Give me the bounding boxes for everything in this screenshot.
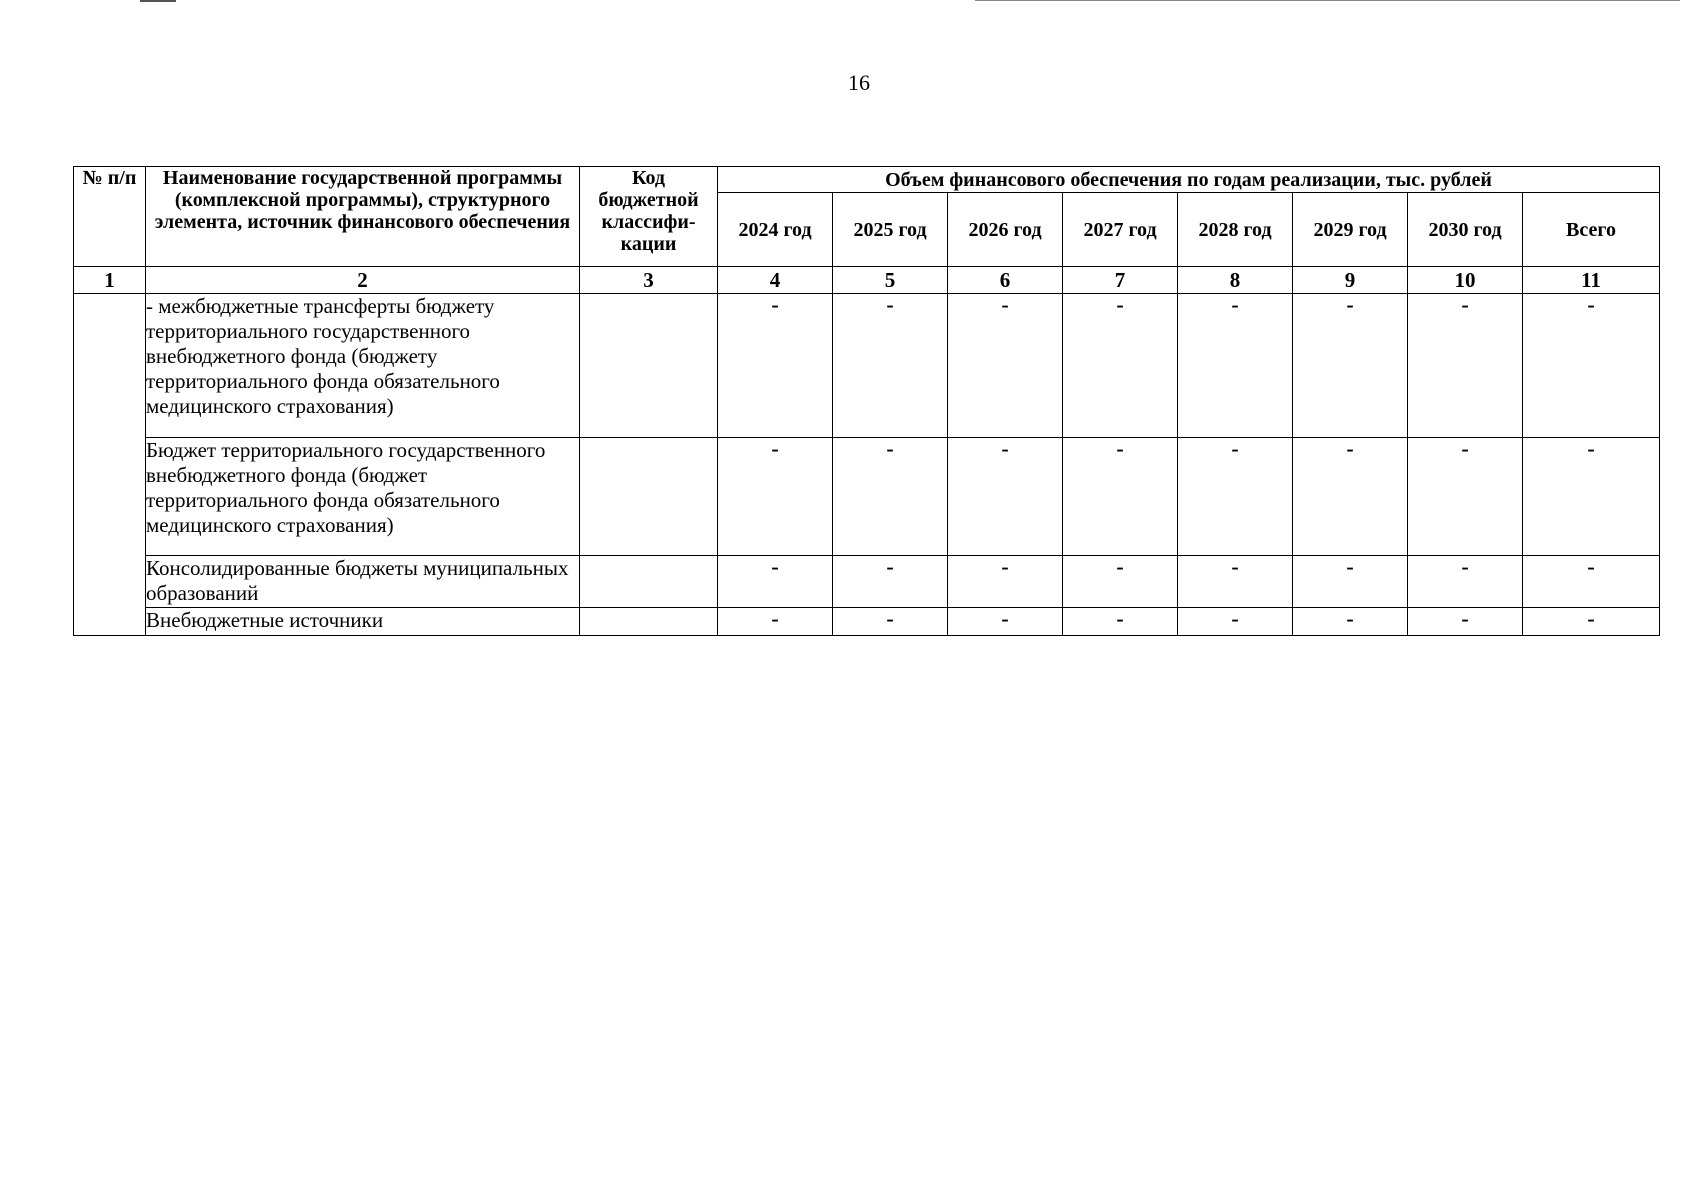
value-cell: - — [948, 294, 1063, 438]
row-name: Консолидированные бюджеты муниципальных образований — [146, 556, 580, 608]
column-index: 8 — [1178, 267, 1293, 294]
value-cell: - — [833, 608, 948, 636]
column-index: 4 — [718, 267, 833, 294]
column-index: 5 — [833, 267, 948, 294]
value-cell: - — [1178, 608, 1293, 636]
header-year-2027: 2027 год — [1063, 193, 1178, 267]
value-cell: - — [1293, 294, 1408, 438]
value-cell: - — [1523, 608, 1660, 636]
header-year-2025: 2025 год — [833, 193, 948, 267]
value-cell: - — [1178, 556, 1293, 608]
header-year-2029: 2029 год — [1293, 193, 1408, 267]
value-cell: - — [833, 556, 948, 608]
header-year-2026: 2026 год — [948, 193, 1063, 267]
table-row — [74, 608, 1660, 636]
value-cell: - — [1063, 608, 1178, 636]
value-cell: - — [1408, 608, 1523, 636]
row-code — [580, 556, 718, 608]
value-cell: - — [1293, 556, 1408, 608]
table-row — [74, 438, 1660, 556]
header-name: Наименование государственной программы (комплексной программы), структурного элемента, источник финансового обеспечения — [146, 167, 580, 267]
column-index: 6 — [948, 267, 1063, 294]
header-year-2024: 2024 год — [718, 193, 833, 267]
value-cell: - — [1408, 438, 1523, 556]
value-cell: - — [1408, 294, 1523, 438]
column-index: 7 — [1063, 267, 1178, 294]
page-number: 16 — [848, 70, 870, 95]
table-row — [74, 294, 1660, 438]
row-name: - межбюджетные трансферты бюджету территориального государственного внебюджетного фонда (бюджету территориального фонда обязательного медицинского страхования) — [146, 294, 580, 438]
header-total: Всего — [1523, 193, 1660, 267]
table-row — [74, 556, 1660, 608]
row-number-cell — [74, 294, 146, 636]
value-cell: - — [1293, 438, 1408, 556]
value-cell: - — [948, 438, 1063, 556]
value-cell: - — [1063, 438, 1178, 556]
value-cell: - — [948, 608, 1063, 636]
column-index: 10 — [1408, 267, 1523, 294]
value-cell: - — [1523, 294, 1660, 438]
financing-table — [73, 166, 1660, 636]
value-cell: - — [1293, 608, 1408, 636]
column-index: 11 — [1523, 267, 1660, 294]
value-cell: - — [718, 438, 833, 556]
column-index: 1 — [74, 267, 146, 294]
value-cell: - — [833, 294, 948, 438]
value-cell: - — [718, 608, 833, 636]
value-cell: - — [1408, 556, 1523, 608]
column-index: 9 — [1293, 267, 1408, 294]
value-cell: - — [1523, 438, 1660, 556]
value-cell: - — [1178, 438, 1293, 556]
value-cell: - — [718, 556, 833, 608]
header-year-2030: 2030 год — [1408, 193, 1523, 267]
header-budget-code: Код бюджетной классифи-кации — [580, 167, 718, 267]
value-cell: - — [1063, 556, 1178, 608]
column-index: 2 — [146, 267, 580, 294]
top-rule-segment — [140, 0, 176, 2]
row-code — [580, 438, 718, 556]
row-code — [580, 608, 718, 636]
top-rule-line — [975, 0, 1680, 1]
row-name: Бюджет территориального государственного внебюджетного фонда (бюджет территориального фонда обязательного медицинского страхования) — [146, 438, 580, 556]
column-index-row — [74, 267, 1660, 294]
value-cell: - — [1523, 556, 1660, 608]
value-cell: - — [1178, 294, 1293, 438]
column-index: 3 — [580, 267, 718, 294]
row-code — [580, 294, 718, 438]
header-year-2028: 2028 год — [1178, 193, 1293, 267]
value-cell: - — [948, 556, 1063, 608]
value-cell: - — [1063, 294, 1178, 438]
header-financing-volume: Объем финансового обеспечения по годам реализации, тыс. рублей — [718, 167, 1660, 193]
value-cell: - — [833, 438, 948, 556]
row-name: Внебюджетные источники — [146, 608, 580, 636]
header-number: № п/п — [74, 167, 146, 267]
value-cell: - — [718, 294, 833, 438]
